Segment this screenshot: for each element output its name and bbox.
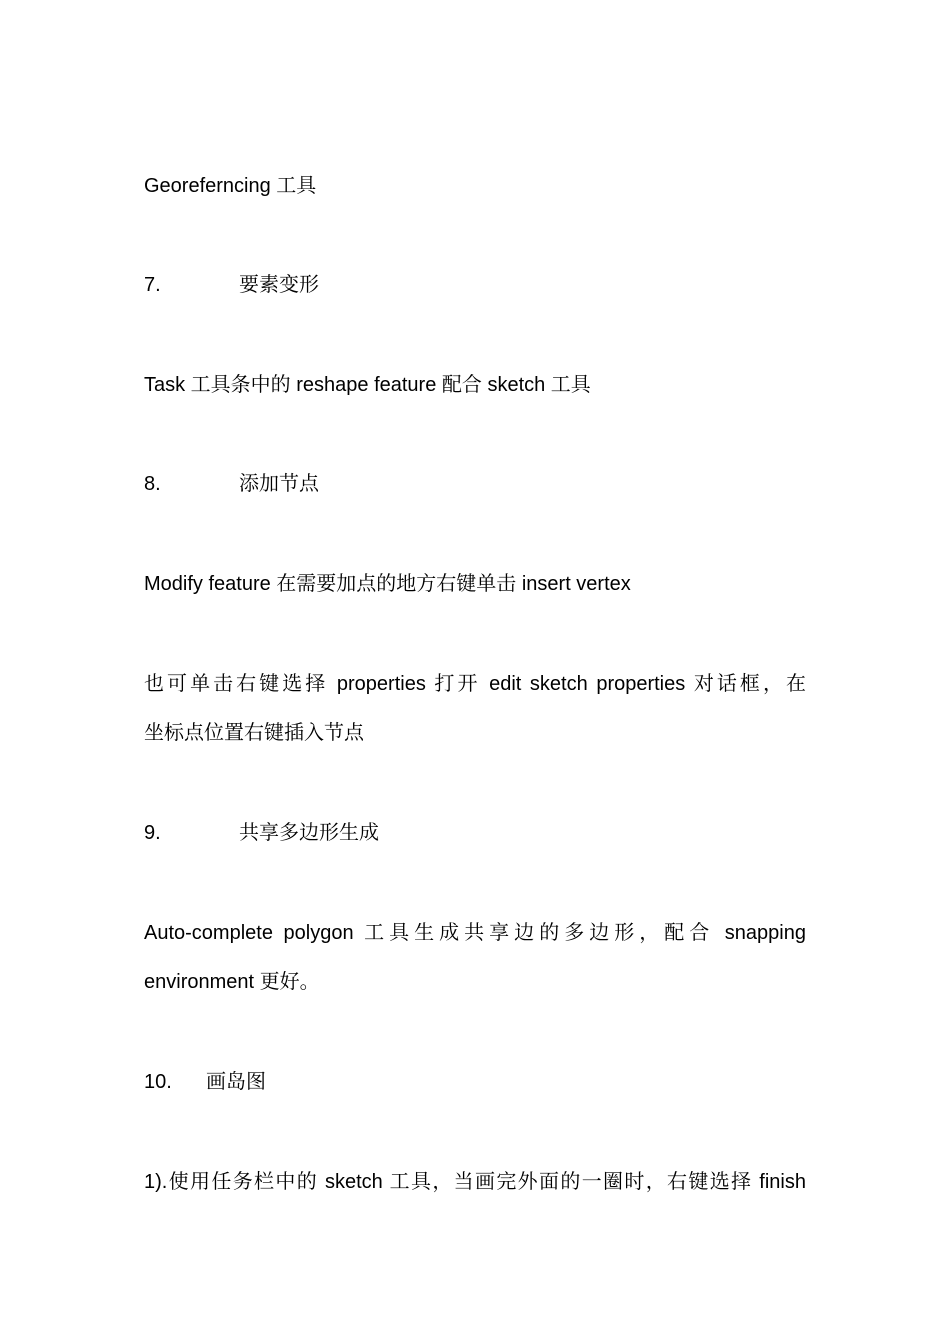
heading-section-10	[144, 1068, 266, 1096]
heading-section-9	[144, 819, 379, 847]
paragraph-section-8-b-line2: 坐标点位置右键插入节点	[144, 722, 364, 744]
section-number: 9.	[144, 822, 161, 844]
section-title: 画岛图	[206, 1071, 266, 1093]
paragraph-section-8-a: Modify feature 在需要加点的地方右键单击 insert vertex	[144, 573, 631, 595]
paragraph-section-8-b-line1: 也可单击右键选择 properties 打开 edit sketch properties 对话框，在	[144, 673, 806, 695]
section-number: 7.	[144, 274, 161, 296]
section-title: 共享多边形生成	[239, 822, 379, 844]
heading-section-7	[144, 271, 319, 299]
paragraph-georeferencing: Georeferncing 工具	[144, 175, 317, 197]
paragraph-section-9-line1: Auto-complete polygon 工具生成共享边的多边形，配合 snapping	[144, 922, 806, 944]
section-title: 要素变形	[239, 274, 319, 296]
heading-section-8	[144, 470, 319, 498]
paragraph-section-10-line1: 1).使用任务栏中的 sketch 工具，当画完外面的一圈时，右键选择 finish	[144, 1171, 806, 1193]
section-number: 8.	[144, 473, 161, 495]
section-number: 10.	[144, 1071, 172, 1093]
section-title: 添加节点	[239, 473, 319, 495]
paragraph-section-9-line2: environment 更好。	[144, 971, 320, 993]
paragraph-section-7: Task 工具条中的 reshape feature 配合 sketch 工具	[144, 374, 591, 396]
